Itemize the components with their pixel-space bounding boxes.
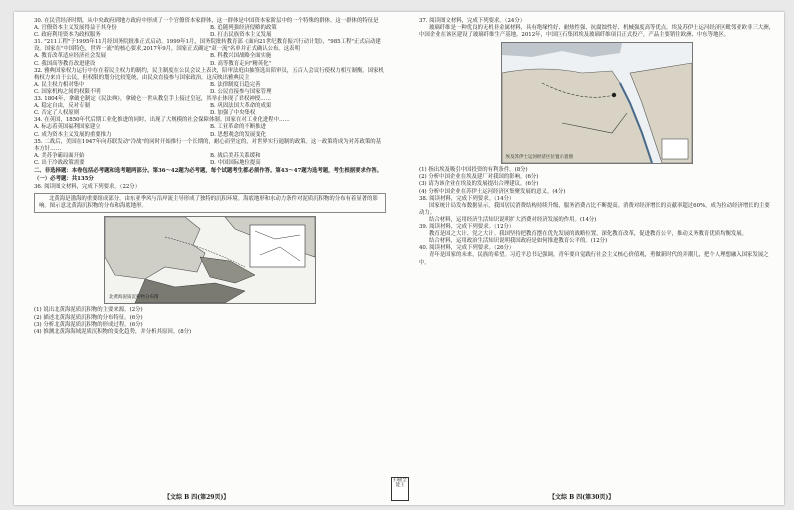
prompt-38: 结合材料，运用经济生活知识说明扩大消费对经济发展的作用。(14分): [429, 216, 597, 223]
subquestion: (2) 分析中国企业在埃及建厂对我国的影响。(6分): [419, 174, 539, 181]
question-38: 38. 阅读材料，完成下列要求。（14分）: [419, 195, 515, 202]
passage-39: 教育是国之大计、党之大计。我国坚持把教育摆在优先发展的战略位置，深化教育改革，促进教育公平，推动义务教育优质均衡发展。: [429, 231, 748, 238]
option: D. 公民直接参与国家管理: [210, 88, 272, 95]
option: C. 政府利用资本为政权服务: [34, 32, 101, 39]
option: A. 民主权力相对集中: [34, 81, 85, 88]
option: A. 官僚资本主义发展得益于其身份: [34, 25, 117, 32]
option: B. 巩固法国大革命的成果: [210, 103, 272, 110]
option: A. 标志着英国福利国家建立: [34, 124, 101, 131]
required-heading: （一）必考题：共135分: [34, 176, 94, 183]
prompt-39: 结合材料，运用政治生活知识说明我国政府是如何推进教育公平的。(12分): [429, 238, 608, 245]
subquestion: (1) 说出北黄海泥质沉积物的主要来源。(2分): [34, 307, 143, 314]
option: A. 教育改革适应经济社会发展: [34, 53, 107, 60]
passage-37: 玻璃纤维是一种优良的无机非金属材料，具有绝缘性好、耐热性强、抗腐蚀性好、机械强度高等优点。埃及苏伊士运河经济区毗邻亚欧非三大洲，中国企业在该区建设了玻璃纤维生产基地。2012年，中国巨石集团埃及玻璃纤维项目正式投产，产品主要销往欧洲、中东等地区。: [419, 25, 775, 39]
option: D. 打击民族资本主义发展: [210, 32, 272, 39]
exam-sheet: [14, 12, 784, 505]
right-column: [419, 18, 774, 267]
map-caption: 埃及苏伊士运河经济区位置示意图: [505, 155, 573, 161]
section-heading: 二、非选择题：本卷包括必考题和选考题两部分。第36～42题为必考题，每个试题考生都必须作答。第43～47题为选考题，考生根据要求作答。: [34, 167, 383, 174]
page-footer-right: 【文综 B 四(第30页)】: [549, 494, 615, 501]
option: C. 成为资本主义发展的重要推力: [34, 131, 112, 138]
passage-40: 青年是国家的未来，民族的希望。习近平总书记强调，青年要自觉践行社会主义核心价值观，勇做新时代的弄潮儿，把个人理想融入国家发展之中。: [419, 252, 769, 266]
option: C. 否定了人权原则: [34, 110, 80, 117]
option: A. 稳定自由，反对专制: [34, 103, 90, 110]
question-36: 36. 阅读图文材料，完成下列要求。（22分）: [34, 184, 141, 191]
option: C. 国家机构之间的权限不明: [34, 88, 101, 95]
question-32: 32. 雅典国家权力运行中存在着民主权力的制约，民主制度在公民会议上表决，陪审法庭由抽签选出陪审员，五百人会议行使权力相互制衡。国家机构权力来自于公民，但权限的划分比较笼统，由民众直接参与国家政治。这反映出雅典民主: [34, 67, 384, 81]
suez-map-graphic: [502, 43, 692, 163]
q33-options: [34, 103, 386, 117]
sediment-map: [104, 216, 316, 304]
question-30: 30. 在民营经济时期，从中央政府到地方政府中形成了一个官僚资本家群体，这一群体是中国资本家阶层中的一个特殊的群体。这一群体的特征是: [34, 18, 379, 24]
q34-options: [34, 124, 386, 138]
question-35: 35. 二战后，美国在1947年向苏联发动"冷战"的同时开始推行一个长期的，耐心而坚定的，对世界实行遏制的政策。这一政策将成为对苏政策的基本方针……: [34, 138, 382, 152]
left-column: [34, 18, 386, 336]
option: B. 工业革命的不断推进: [210, 124, 266, 131]
q30-options: [34, 25, 386, 39]
option: B. 科教兴国战略全面实施: [210, 53, 272, 60]
subquestion: (1) 指出埃及吸引中国投资的有利条件。(8分): [419, 167, 528, 174]
subquestion: (3) 请为该企业在埃及的发展提出合理建议。(6分): [419, 181, 539, 188]
q31-options: [34, 53, 386, 67]
option: D. 加强了中央集权: [210, 110, 256, 117]
question-39: 39. 阅读材料，完成下列要求。（12分）: [419, 224, 515, 231]
question-31: 31. "211工程"于1995年11月经国务院批准正式启动。1999年1月，国务院批转教育部《面向21世纪教育振兴行动计划》，"985工程"正式启动建设。国家在"中国特色，世界一流"的核心要求,2017年9月，国家正式确定"双一流"名单并正式确认公布。这表明: [34, 39, 381, 53]
question-34: 34. 在英国，1850年代后期工业化推进的同时，出现了大规模的社会保障体制。国家在对工业化进程中……: [34, 117, 290, 124]
option: B. 法律制度日趋完善: [210, 81, 261, 88]
option: D. 高等教育走向"精英化": [210, 60, 272, 67]
option: A. 美苏争霸局面开始: [34, 152, 85, 159]
q35-options: [34, 153, 386, 167]
passage-38: 国家统计局发布数据显示，我国居民消费结构持续升级，服务消费占比不断提高。消费对经济增长的贡献率超过60%，成为拉动经济增长的主要动力。: [419, 202, 770, 216]
subquestion: (4) 分析中国企业在苏伊士运河经济区集聚发展的意义。(4分): [419, 188, 566, 195]
option: B. 战后美苏关系缓和: [210, 152, 261, 159]
map-caption: 北黄海泥质沉积物分布图: [109, 295, 159, 301]
subquestion: (4) 推测北黄海海域泥质沉积物的变化趋势，并分析其原因。(8分): [34, 328, 192, 335]
sediment-map-graphic: [105, 217, 315, 303]
suez-map: [501, 42, 693, 164]
page-footer-left: 【文综 B 四(第29页)】: [164, 494, 230, 501]
q32-options: [34, 82, 386, 96]
question-37: 37. 阅读图文材料，完成下列要求。（24分）: [419, 18, 526, 24]
passage-36: 北黄海是渤海的重要组成部分，由东亚季风与沿岸流主导形成了独特的沉积环境。海底地形和水动力条件对泥质沉积物的分布有着显著的影响。图示意北黄海沉积物的分布和海底地形。: [34, 193, 386, 213]
option: B. 追随列强经济侵略的政策: [210, 25, 277, 32]
option: C. 我国高等教育改进建设: [34, 60, 96, 67]
question-33: 33. 1804年，拿破仑制定《民法典》，拿破仑一世从教皇手上接过皇冠，其举止体现了君权神授……: [34, 96, 271, 103]
question-40: 40. 阅读材料，完成下列要求。（26分）: [419, 245, 515, 252]
option: D. 中国国际地位提高: [210, 159, 261, 166]
scanner-seal: 扫描全能王: [391, 477, 409, 501]
subquestion: (2) 描述北黄海泥质沉积物的分布特征。(6分): [34, 314, 143, 321]
option: D. 思想观念的发展变化: [210, 131, 267, 138]
subquestion: (3) 分析北黄海泥质沉积物的形成过程。(6分): [34, 321, 143, 328]
option: C. 出于冷战政策需要: [34, 159, 85, 166]
